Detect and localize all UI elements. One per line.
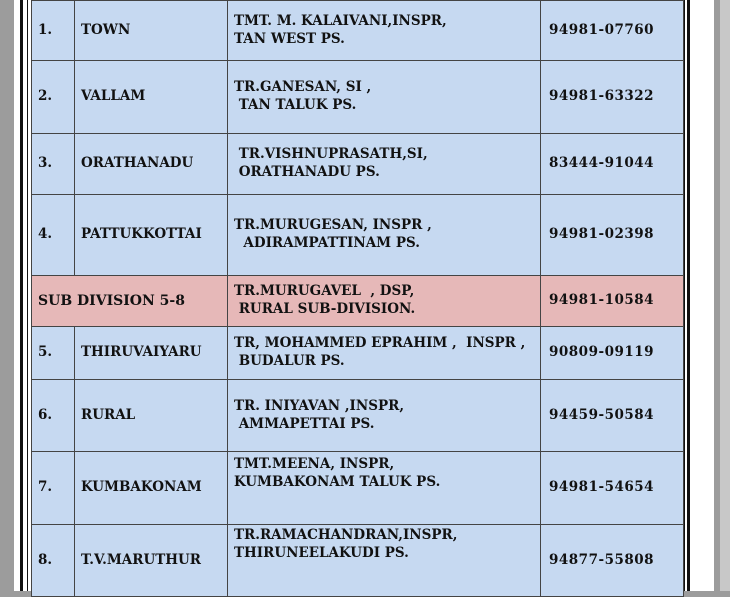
officer-name: TR, MOHAMMED EPRAHIM , INSPR ,	[234, 335, 526, 352]
officer-cell	[228, 134, 541, 195]
officer-name: TR.MURUGESAN, INSPR ,	[234, 217, 432, 234]
serial-number: 4.	[32, 195, 75, 276]
serial-number: 6.	[32, 380, 75, 452]
subdivision-office: RURAL SUB-DIVISION.	[234, 301, 416, 317]
table-row	[32, 452, 684, 525]
station-name: RURAL	[75, 380, 228, 452]
table-row	[32, 195, 684, 276]
serial-number: 3.	[32, 134, 75, 195]
subdivision-row	[32, 276, 684, 327]
serial-number: 2.	[32, 61, 75, 134]
officer-cell	[228, 380, 541, 452]
table-row	[32, 1, 684, 61]
phone-number: 94981-63322	[541, 61, 684, 134]
police-contact-table	[31, 0, 684, 597]
officer-cell	[228, 195, 541, 276]
police-station: KUMBAKONAM TALUK PS.	[234, 473, 441, 490]
officer-name: TR.VISHNUPRASATH,SI,	[234, 146, 428, 163]
table-row	[32, 525, 684, 597]
officer-name: TR.MURUGAVEL , DSP,	[234, 283, 415, 300]
table-row	[32, 327, 684, 380]
police-station: AMMAPETTAI PS.	[234, 415, 375, 432]
serial-number: 5.	[32, 327, 75, 380]
police-station: BUDALUR PS.	[234, 353, 345, 369]
serial-number: 7.	[32, 452, 75, 525]
phone-number: 94459-50584	[541, 380, 684, 452]
police-station: TAN WEST PS.	[234, 30, 345, 47]
serial-number: 8.	[32, 525, 75, 597]
officer-cell	[228, 61, 541, 134]
phone-number: 94981-02398	[541, 195, 684, 276]
station-name: THIRUVAIYARU	[75, 327, 228, 380]
officer-name: TMT.MEENA, INSPR,	[234, 456, 395, 472]
officer-cell	[228, 1, 541, 61]
table-row	[32, 134, 684, 195]
table-row	[32, 61, 684, 134]
phone-number: 94981-07760	[541, 1, 684, 61]
police-station: TAN TALUK PS.	[234, 97, 357, 113]
officer-cell	[228, 327, 541, 380]
phone-number: 90809-09119	[541, 327, 684, 380]
phone-number: 94877-55808	[541, 525, 684, 597]
station-name: TOWN	[75, 1, 228, 61]
phone-number: 94981-10584	[541, 276, 684, 327]
officer-name: TR.GANESAN, SI ,	[234, 79, 372, 96]
officer-name: TMT. M. KALAIVANI,INSPR,	[234, 12, 447, 29]
police-station: ADIRAMPATTINAM PS.	[234, 235, 420, 251]
station-name: ORATHANADU	[75, 134, 228, 195]
station-name: VALLAM	[75, 61, 228, 134]
phone-number: 94981-54654	[541, 452, 684, 525]
phone-number: 83444-91044	[541, 134, 684, 195]
officer-name: TR.RAMACHANDRAN,INSPR,	[234, 527, 458, 543]
subdivision-label: SUB DIVISION 5-8	[32, 276, 228, 327]
station-name: T.V.MARUTHUR	[75, 525, 228, 597]
scrollbar[interactable]	[720, 0, 730, 591]
police-station: ORATHANADU PS.	[234, 164, 380, 180]
officer-cell	[228, 525, 541, 597]
officer-cell	[228, 452, 541, 525]
officer-name: TR. INIYAVAN ,INSPR,	[234, 397, 405, 414]
serial-number: 1.	[32, 1, 75, 61]
station-name: PATTUKKOTTAI	[75, 195, 228, 276]
officer-cell	[228, 276, 541, 327]
table-row	[32, 380, 684, 452]
station-name: KUMBAKONAM	[75, 452, 228, 525]
police-station: THIRUNEELAKUDI PS.	[234, 544, 409, 561]
